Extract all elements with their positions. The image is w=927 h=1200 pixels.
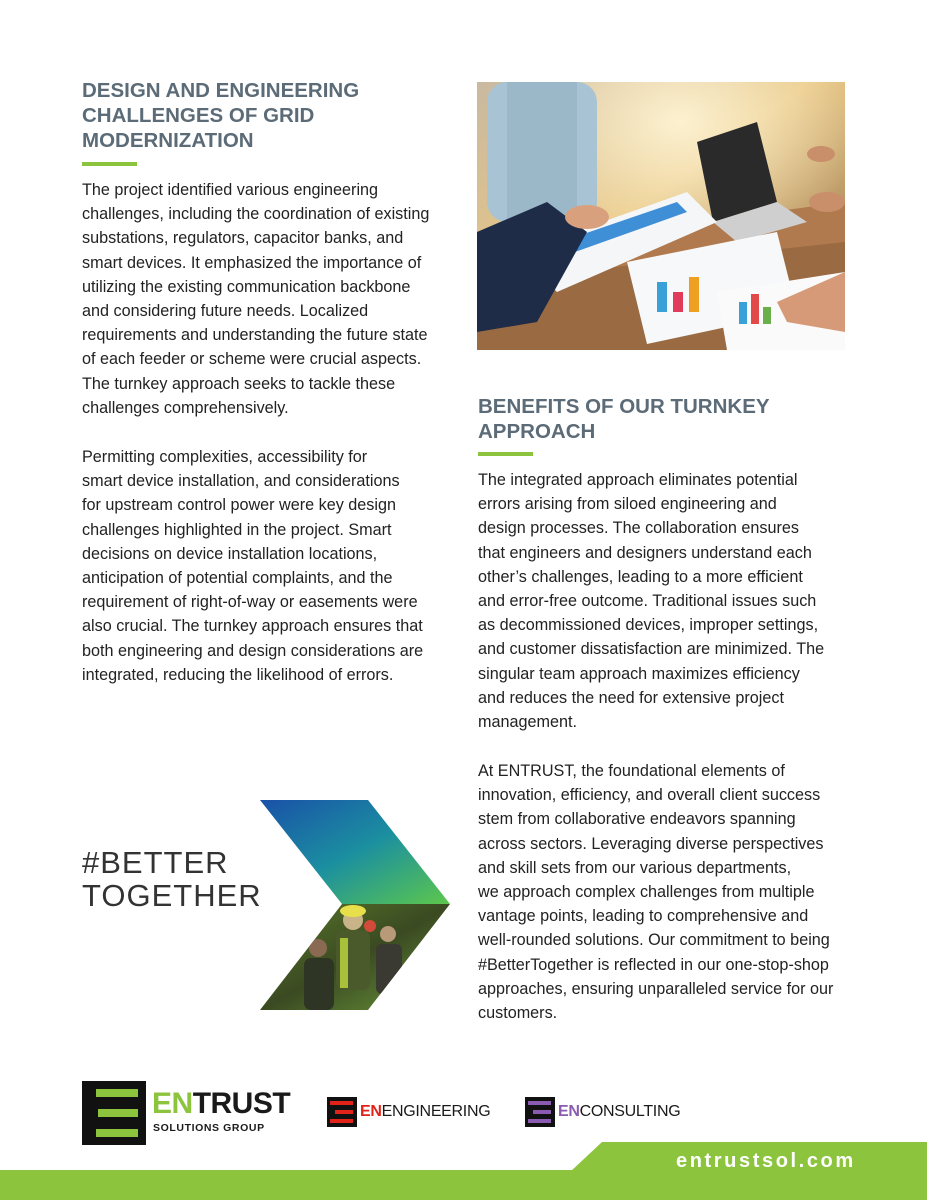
left-heading-line: DESIGN AND ENGINEERING (82, 79, 360, 102)
hashtag-line: TOGETHER (82, 878, 262, 913)
enconsulting-logo-mark (525, 1097, 555, 1127)
text-line: challenges, including the coordination of existing (82, 205, 430, 224)
right-section-heading (478, 394, 770, 444)
right-paragraph-2 (478, 759, 833, 1025)
entrust-logo[interactable] (82, 1081, 291, 1145)
text-line: that engineers and designers understand each (478, 543, 812, 562)
text-line: At ENTRUST, the foundational elements of (478, 762, 785, 780)
meeting-photo-image (477, 82, 845, 350)
right-heading-underline (478, 452, 533, 456)
entrust-logo-mark (82, 1081, 146, 1145)
text-line: other’s challenges, leading to a more efficient (478, 567, 803, 586)
wordmark-rest: TRUST (192, 1087, 291, 1120)
right-heading-line: APPROACH (478, 420, 596, 443)
text-line: The turnkey approach seeks to tackle these (82, 374, 396, 393)
text-line: utilizing the existing communication backbone (82, 277, 411, 296)
entrust-subtitle: SOLUTIONS GROUP (153, 1122, 265, 1134)
text-line: also crucial. The turnkey approach ensures that (82, 617, 423, 636)
wordmark-en: EN (558, 1103, 580, 1120)
text-line: customers. (478, 1004, 558, 1023)
text-line: errors arising from siloed engineering and (478, 495, 777, 514)
better-together-hashtag (82, 846, 262, 912)
text-line: The project identified various engineering (82, 181, 379, 199)
enengineering-logo[interactable] (327, 1096, 497, 1128)
text-line: well-rounded solutions. Our commitment to being (478, 931, 830, 950)
text-line: management. (478, 713, 577, 732)
text-line: design processes. The collaboration ensures (478, 519, 799, 538)
text-line: and considering future needs. Localized (82, 302, 369, 321)
left-paragraph-2 (82, 445, 423, 687)
wordmark-rest: ENGINEERING (381, 1103, 491, 1120)
text-line: and reduces the need for extensive project (478, 688, 784, 707)
wordmark-en: EN (152, 1087, 193, 1120)
enconsulting-wordmark (558, 1103, 680, 1121)
text-line: substations, regulators, capacitor banks, and (82, 229, 404, 248)
text-line: approaches, ensuring unparalleled service for our (478, 979, 834, 998)
text-line: requirements and understanding the future state (82, 326, 428, 345)
text-line: challenges highlighted in the project. Smart (82, 520, 392, 539)
wordmark-rest: CONSULTING (579, 1103, 681, 1120)
text-line: singular team approach maximizes efficiency (478, 664, 800, 683)
text-line: of each feeder or scheme were crucial aspects. (82, 350, 422, 369)
text-line: innovation, efficiency, and overall client success (478, 786, 821, 805)
entrust-wordmark (152, 1089, 290, 1119)
text-line: challenges comprehensively. (82, 398, 289, 417)
text-line: across sectors. Leveraging diverse perspectives (478, 834, 824, 853)
text-line: and error-free outcome. Traditional issues such (478, 592, 817, 611)
text-line: as decommissioned devices, improper settings, (478, 616, 819, 635)
enconsulting-logo[interactable] (525, 1096, 695, 1128)
text-line: decisions on device installation locations, (82, 544, 378, 563)
text-line: and customer dissatisfaction are minimized. The (478, 640, 825, 659)
text-line: we approach complex challenges from multiple (478, 883, 815, 902)
enengineering-logo-mark (327, 1097, 357, 1127)
left-heading-line: MODERNIZATION (82, 129, 254, 152)
left-heading-underline (82, 162, 137, 166)
meeting-photo (477, 82, 845, 350)
left-paragraph-1 (82, 178, 429, 420)
text-line: The integrated approach eliminates potential (478, 471, 798, 489)
chevron-graphic (258, 798, 454, 1012)
text-line: smart devices. It emphasized the importance of (82, 253, 422, 272)
text-line: smart device installation, and considerations (82, 472, 400, 491)
text-line: #BetterTogether is reflected in our one-stop-shop (478, 955, 829, 974)
left-section-heading (82, 78, 359, 153)
hashtag-line: #BETTER (82, 845, 229, 880)
text-line: and skill sets from our various departments, (478, 858, 792, 877)
enengineering-wordmark (360, 1103, 490, 1121)
text-line: Permitting complexities, accessibility for (82, 448, 368, 466)
footer-band (0, 1170, 927, 1200)
left-heading-line: CHALLENGES OF GRID (82, 104, 315, 127)
text-line: anticipation of potential complaints, and the (82, 569, 393, 588)
right-heading-line: BENEFITS OF OUR TURNKEY (478, 395, 770, 418)
text-line: stem from collaborative endeavors spanning (478, 810, 796, 829)
right-paragraph-1 (478, 468, 824, 734)
text-line: requirement of right-of-way or easements were (82, 593, 418, 612)
wordmark-en: EN (360, 1103, 382, 1120)
website-link[interactable]: entrustsol.com (676, 1150, 856, 1172)
text-line: vantage points, leading to comprehensive and (478, 907, 809, 926)
text-line: both engineering and design considerations are (82, 641, 424, 660)
text-line: for upstream control power were key design (82, 496, 397, 515)
text-line: integrated, reducing the likelihood of errors. (82, 665, 394, 684)
